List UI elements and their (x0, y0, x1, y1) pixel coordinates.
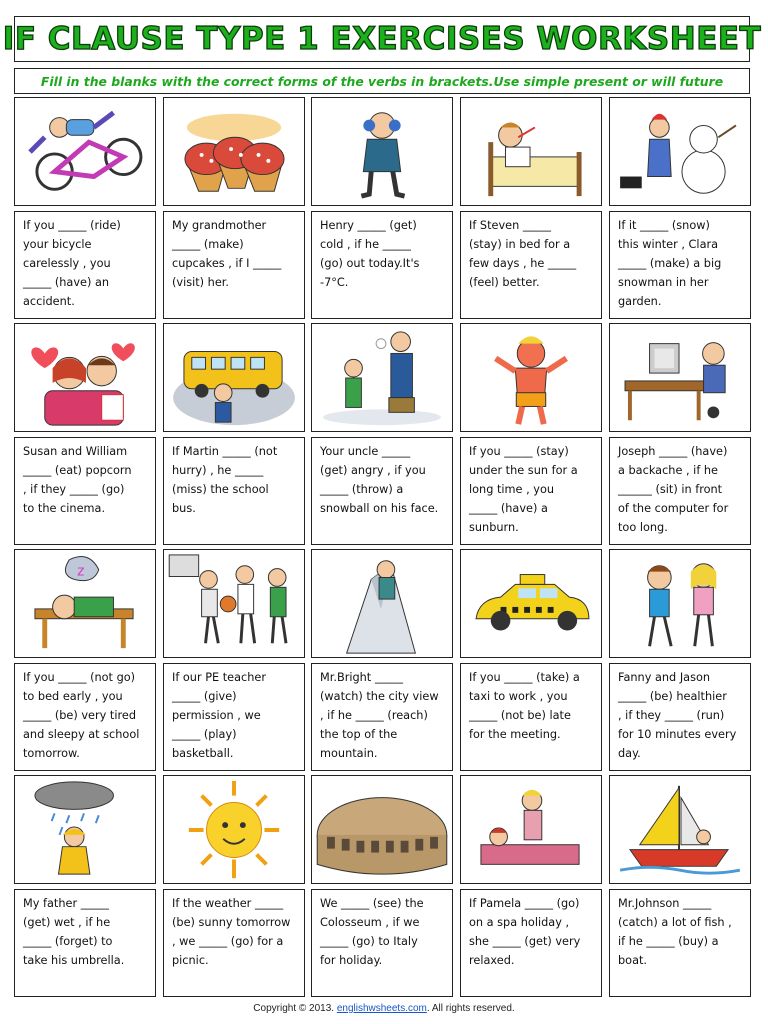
cupcakes-icon (164, 98, 304, 205)
exercise-picture-17 (163, 775, 305, 884)
exercise-sentence-1: If you _____ (ride) your bicycle carelessly , you _____ (have) an accident. (14, 211, 156, 319)
exercise-sentence-15: Fanny and Jason _____ (be) healthier , if they _____ (run) for 10 minutes every day. (609, 663, 751, 771)
exercise-picture-13 (311, 549, 453, 658)
exercise-picture-19 (460, 775, 602, 884)
runners-icon (610, 550, 750, 657)
exercise-sentence-3: Henry _____ (get) cold , if he _____ (go) out today.It's -7°C. (311, 211, 453, 319)
exercise-sentence-7: If Martin _____ (not hurry) , he _____ (miss) the school bus. (163, 437, 305, 545)
worksheet-title-box (2, 16, 762, 62)
basketball-icon (164, 550, 304, 657)
copyright-prefix: Copyright © 2013. (253, 1003, 335, 1014)
computer-icon (610, 324, 750, 431)
popcorn-couple-icon (15, 324, 155, 431)
sick-boy-icon (461, 98, 601, 205)
exercise-sentence-14: If you _____ (take) a taxi to work , you _____ (not be) late for the meeting. (460, 663, 602, 771)
taxi-icon (461, 550, 601, 657)
snowman-icon (610, 98, 750, 205)
exercise-picture-5 (609, 97, 751, 206)
copyright-suffix: . All rights reserved. (426, 1003, 515, 1014)
rain-cloud-icon (15, 776, 155, 883)
exercise-picture-15 (609, 549, 751, 658)
colosseum-icon (312, 776, 452, 883)
exercise-picture-14 (460, 549, 602, 658)
exercise-picture-11 (14, 549, 156, 658)
instructions-box (14, 68, 750, 94)
exercise-sentence-11: If you _____ (not go) to bed early , you _____ (be) very tired and sleepy at school tomorrow. (14, 663, 156, 771)
exercise-sentence-19: If Pamela _____ (go) on a spa holiday , she _____ (get) very relaxed. (460, 889, 602, 997)
exercise-picture-2 (163, 97, 305, 206)
exercise-picture-20 (609, 775, 751, 884)
svg-text:z: z (77, 563, 85, 580)
exercise-picture-6 (14, 323, 156, 432)
exercise-sentence-16: My father _____ (get) wet , if he _____ (forget) to take his umbrella. (14, 889, 156, 997)
exercise-sentence-9: If you _____ (stay) under the sun for a long time , you _____ (have) a sunburn. (460, 437, 602, 545)
snowball-icon (312, 324, 452, 431)
cold-man-icon (312, 98, 452, 205)
exercise-sentence-5: If it _____ (snow) this winter , Clara _____ (make) a big snowman in her garden. (609, 211, 751, 319)
copyright-footer (0, 1003, 768, 1014)
mountain-icon (312, 550, 452, 657)
exercise-picture-3 (311, 97, 453, 206)
exercise-sentence-17: If the weather _____ (be) sunny tomorrow , we _____ (go) for a picnic. (163, 889, 305, 997)
exercise-picture-4 (460, 97, 602, 206)
sleepy-student-icon (15, 550, 155, 657)
sun-icon (164, 776, 304, 883)
site-link[interactable]: englishwsheets.com (336, 1003, 427, 1014)
exercise-picture-1 (14, 97, 156, 206)
instructions-text: Fill in the blanks with the correct forms of the verbs in brackets.Use simple present or will future (40, 73, 724, 89)
exercise-sentence-6: Susan and William _____ (eat) popcorn , if they _____ (go) to the cinema. (14, 437, 156, 545)
exercise-sentence-8: Your uncle _____ (get) angry , if you _____ (throw) a snowball on his face. (311, 437, 453, 545)
exercise-picture-7 (163, 323, 305, 432)
exercise-picture-9 (460, 323, 602, 432)
exercise-sentence-4: If Steven _____ (stay) in bed for a few days , he _____ (feel) better. (460, 211, 602, 319)
exercise-sentence-18: We _____ (see) the Colosseum , if we _____ (go) to Italy for holiday. (311, 889, 453, 997)
exercise-picture-10 (609, 323, 751, 432)
spa-icon (461, 776, 601, 883)
sunburn-icon (461, 324, 601, 431)
exercise-sentence-12: If our PE teacher _____ (give) permission , we _____ (play) basketball. (163, 663, 305, 771)
school-bus-icon (164, 324, 304, 431)
worksheet-title: IF CLAUSE TYPE 1 EXERCISES WORKSHEET (2, 21, 762, 57)
exercise-picture-16 (14, 775, 156, 884)
exercise-picture-18 (311, 775, 453, 884)
exercise-picture-12 (163, 549, 305, 658)
sailboat-icon (610, 776, 750, 883)
exercise-sentence-13: Mr.Bright _____ (watch) the city view , if he _____ (reach) the top of the mountain. (311, 663, 453, 771)
bicycle-accident-icon (15, 98, 155, 205)
exercise-sentence-10: Joseph _____ (have) a backache , if he ______ (sit) in front of the computer for too long. (609, 437, 751, 545)
exercise-picture-8 (311, 323, 453, 432)
exercise-sentence-20: Mr.Johnson _____ (catch) a lot of fish , if he _____ (buy) a boat. (609, 889, 751, 997)
exercise-sentence-2: My grandmother _____ (make) cupcakes , if I _____ (visit) her. (163, 211, 305, 319)
